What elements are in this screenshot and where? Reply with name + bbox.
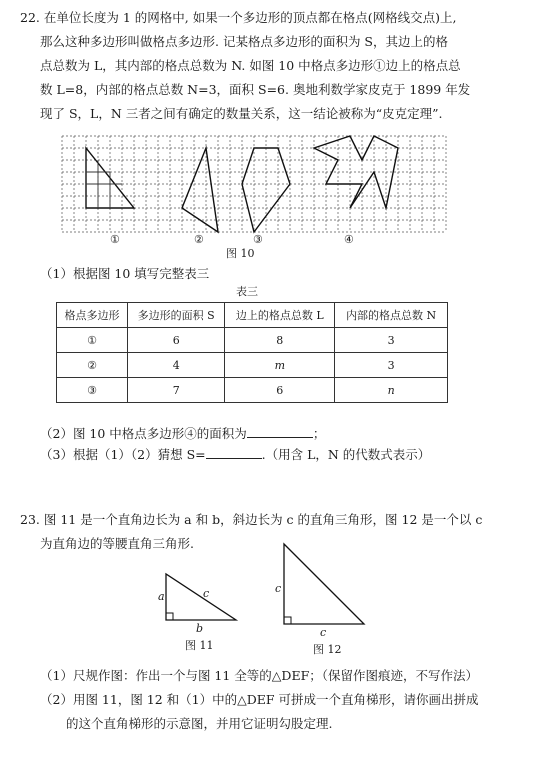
figure-12-label-c-horizontal: c bbox=[320, 626, 327, 639]
q23-line-2: 为直角边的等腰直角三角形. bbox=[40, 536, 194, 551]
table-header-cell: 内部的格点总数 N bbox=[335, 303, 448, 328]
part-3-text-end: .（用含 L，N 的代数式表示） bbox=[261, 447, 431, 462]
table-cell: ③ bbox=[57, 378, 128, 403]
table-cell: 8 bbox=[225, 328, 335, 353]
table-header-cell: 格点多边形 bbox=[57, 303, 128, 328]
figure-10-label-4: ④ bbox=[344, 233, 354, 246]
table-header-cell: 边上的格点总数 L bbox=[225, 303, 335, 328]
part-2-end: ； bbox=[312, 426, 326, 441]
figure-11-label-b: b bbox=[196, 622, 204, 635]
q22-line-5: 现了 S，L，N 三者之间有确定的数量关系，这一结论被称为“皮克定理”. bbox=[40, 106, 443, 121]
table-cell: 3 bbox=[335, 353, 448, 378]
table-header-cell: 多边形的面积 S bbox=[128, 303, 225, 328]
figure-10-label-1: ① bbox=[110, 233, 120, 246]
q22-line-2: 那么这种多边形叫做格点多边形. 记某格点多边形的面积为 S，其边上的格 bbox=[40, 34, 448, 49]
q23-line-1: 23. 图 11 是一个直角边长为 a 和 b，斜边长为 c 的直角三角形，图 12 是一个以 c bbox=[20, 512, 483, 527]
table-title: 表三 bbox=[236, 285, 258, 298]
figure-11-label-a: a bbox=[158, 590, 165, 603]
q22-line-3: 点总数为 L，其内部的格点总数为 N. 如图 10 中格点多边形①边上的格点总 bbox=[40, 58, 461, 73]
q23-part-2-line-2: 的这个直角梯形的示意图，并用它证明勾股定理. bbox=[66, 716, 333, 731]
table-cell: 3 bbox=[335, 328, 448, 353]
table-cell: m bbox=[225, 353, 335, 378]
q23-part-2-line-1: （2）用图 11，图 12 和（1）中的△DEF 可拼成一个直角梯形，请你画出拼成 bbox=[40, 692, 479, 707]
table-cell: 6 bbox=[128, 328, 225, 353]
table-cell: n bbox=[335, 378, 448, 403]
table-cell: ② bbox=[57, 353, 128, 378]
figure-10-caption: 图 10 bbox=[226, 247, 255, 260]
q23-part-1: （1）尺规作图：作出一个与图 11 全等的△DEF；（保留作图痕迹，不写作法） bbox=[40, 668, 478, 683]
figure-10-label-2: ② bbox=[194, 233, 204, 246]
q22-line-1: 22. 在单位长度为 1 的网格中, 如果一个多边形的顶点都在格点(网格线交点)上, bbox=[20, 10, 457, 25]
part-2-text: （2）图 10 中格点多边形④的面积为 bbox=[40, 426, 247, 441]
q22-part-1: （1）根据图 10 填写完整表三 bbox=[40, 266, 210, 281]
figure-11-label-c: c bbox=[203, 587, 210, 600]
table-cell: 4 bbox=[128, 353, 225, 378]
table-cell: 7 bbox=[128, 378, 225, 403]
figure-12-label-c-vertical: c bbox=[275, 582, 282, 595]
table-cell: ① bbox=[57, 328, 128, 353]
figure-10-label-3: ③ bbox=[253, 233, 263, 246]
figure-11-caption: 图 11 bbox=[185, 639, 214, 652]
part-3-text: （3）根据（1）（2）猜想 S= bbox=[40, 447, 206, 462]
table-cell: 6 bbox=[225, 378, 335, 403]
figure-12-caption: 图 12 bbox=[313, 643, 342, 656]
q22-line-4: 数 L=8，内部的格点总数 N=3，面积 S=6. 奥地利数学家皮克于 1899 年发 bbox=[40, 82, 471, 97]
